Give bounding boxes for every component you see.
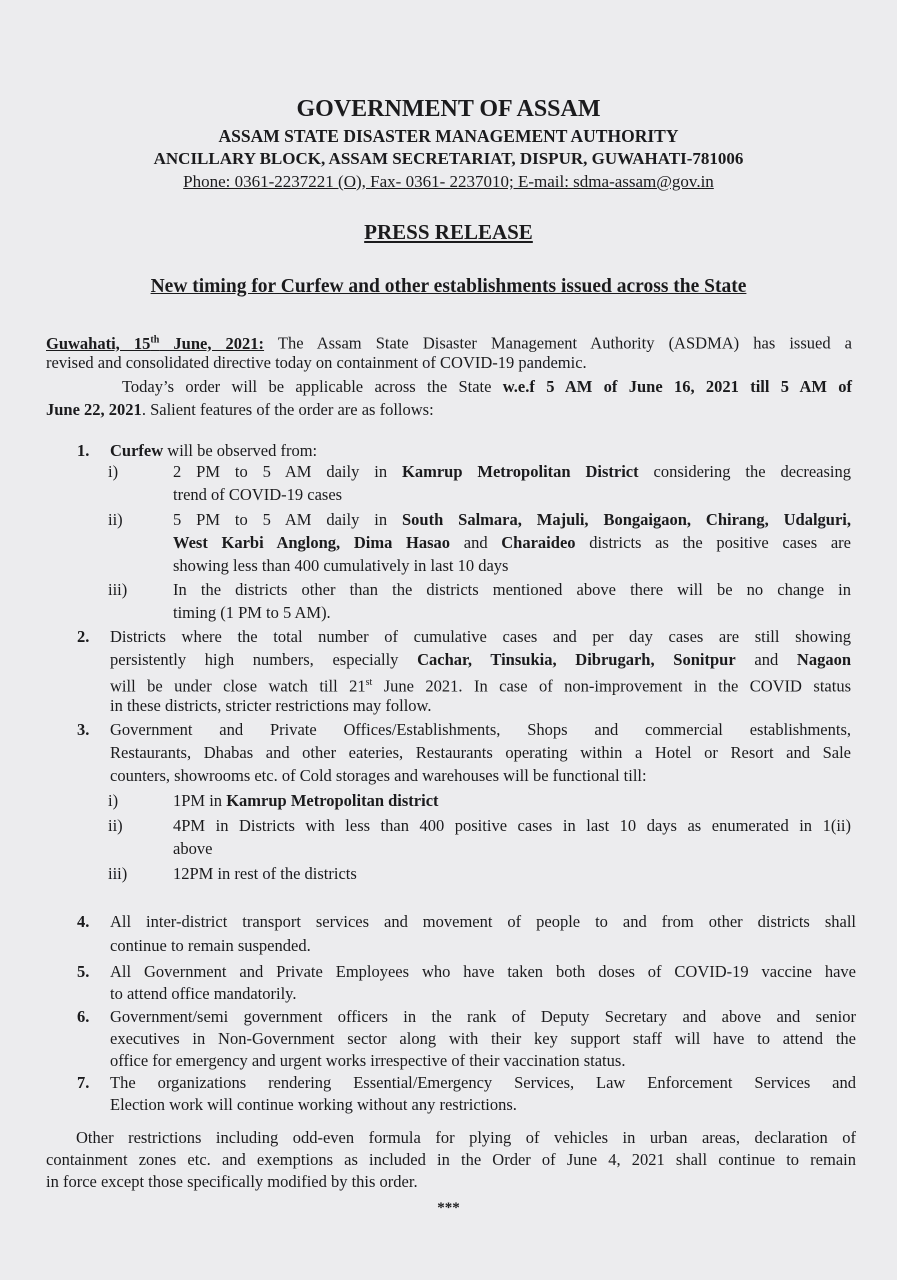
item-2-number: 2. [77,627,90,646]
item-5-line-2: to attend office mandatorily. [110,984,297,1003]
item-3-line-3: counters, showrooms etc. of Cold storages and warehouses will be functional till: [110,766,647,785]
item-1-sub-i-line-1 [173,461,851,483]
item-6-line-1: Government/semi government officers in the rank of Deputy Secretary and above and senior [110,1007,856,1026]
item-1-lead-rest: will be observed from: [163,441,318,460]
text: 5 PM to 5 AM daily in [173,510,402,529]
item-1-sub-ii-line-2 [173,532,851,554]
item-1-number: 1. [77,441,90,460]
item-7-line-2: Election work will continue working without any restrictions. [110,1095,517,1114]
item-3-sub-ii-line-2: above [173,839,213,858]
closing-line-1: Other restrictions including odd-even formula for plying of vehicles in urban areas, declaration of [76,1128,856,1147]
district-names: Cachar, Tinsukia, Dibrugarh, Sonitpur [417,650,736,669]
district-name: Kamrup Metropolitan district [226,791,439,810]
document-title: PRESS RELEASE [364,220,533,244]
item-3-line-1: Government and Private Offices/Establishments, Shops and commercial establishments, [110,720,851,739]
item-3-sub-ii-line-1: 4PM in Districts with less than 400 positive cases in last 10 days as enumerated in 1(ii) [173,816,851,835]
item-5-number: 5. [77,962,90,981]
text: 2 PM to 5 AM daily in [173,462,402,481]
text: considering the decreasing [638,462,852,481]
intro-text-1: The Assam State Disaster Management Authority (ASDMA) has issued a [277,333,853,353]
text: persistently high numbers, especially [110,650,418,669]
text: 1PM in [173,791,227,810]
item-6-number: 6. [77,1007,90,1026]
address-line: ANCILLARY BLOCK, ASSAM SECRETARIAT, DISPUR, GUWAHATI-781006 [153,149,744,168]
item-1-sub-ii-line-1 [173,509,851,531]
intro-line-1 [46,329,852,355]
dateline [46,334,264,353]
item-1-sub-iii-line-2: timing (1 PM to 5 AM). [173,603,331,622]
item-4-line-2: continue to remain suspended. [110,936,311,955]
district-names: West Karbi Anglong, Dima Hasao [173,533,451,552]
end-date: June 22, 2021 [46,400,142,419]
dateline-city: Guwahati, 15 [46,333,151,353]
item-1-sub-i-line-2: trend of COVID-19 cases [173,485,343,504]
item-1-lead [110,440,317,462]
subject-line: New timing for Curfew and other establishments issued across the State [150,276,747,297]
item-3-number: 3. [77,720,90,739]
item-2-line-1: Districts where the total number of cumulative cases and per day cases are still showing [110,627,851,646]
district-names: South Salmara, Majuli, Bongaigaon, Chirang, Udalguri, [401,510,851,529]
intro-text-4b: . Salient features of the order are as follows: [141,400,434,419]
text: and [450,533,502,552]
intro-text-3a: Today’s order will be applicable across the State [122,377,503,396]
authority-heading: ASSAM STATE DISASTER MANAGEMENT AUTHORITY [218,126,679,146]
item-7-number: 7. [77,1073,90,1092]
item-1-sub-i-number: i) [108,462,119,481]
contact-line: Phone: 0361-2237221 (O), Fax- 0361- 2237010; E-mail: sdma-assam@gov.in [183,172,714,191]
item-3-sub-iii-number: iii) [108,864,128,883]
item-1-sub-ii-line-3: showing less than 400 cumulatively in last 10 days [173,556,509,575]
curfew-label: Curfew [110,441,164,460]
text: and [735,650,797,669]
item-2-line-4: in these districts, stricter restrictions may follow. [110,696,432,715]
item-7-line-1: The organizations rendering Essential/Emergency Services, Law Enforcement Services and [110,1073,856,1092]
intro-line-3 [46,376,852,398]
item-3-sub-iii-line: 12PM in rest of the districts [173,864,357,883]
item-1-sub-ii-number: ii) [108,510,123,529]
item-3-sub-i-line [173,790,439,812]
item-1-sub-iii-number: iii) [108,580,128,599]
item-1-sub-iii-line-1: In the districts other than the districts mentioned above there will be no change in [173,580,851,599]
intro-line-4 [46,399,434,421]
district-name: Nagaon [796,650,851,669]
ordinal-sup: st [365,677,373,688]
effective-period: w.e.f 5 AM of June 16, 2021 till 5 AM of [502,377,852,396]
item-2-line-2 [110,649,851,671]
item-3-sub-i-number: i) [108,791,119,810]
item-6-line-2: executives in Non-Government sector along with their key support staff will have to attend the [110,1029,856,1048]
item-3-sub-ii-number: ii) [108,816,123,835]
text: districts as the positive cases are [575,533,851,552]
intro-line-2: revised and consolidated directive today on containment of COVID-19 pandemic. [46,353,587,372]
closing-line-3: in force except those specifically modified by this order. [46,1172,418,1191]
end-mark: *** [437,1200,460,1216]
item-4-line-1: All inter-district transport services and movement of people to and from other districts shall [110,912,856,931]
closing-line-2: containment zones etc. and exemptions as included in the Order of June 4, 2021 shall continue to remain [46,1150,856,1169]
text: will be under close watch till 21 [110,676,366,696]
text: June 2021. In case of non-improvement in the COVID status [372,676,851,696]
item-2-line-3 [110,672,851,698]
government-heading: GOVERNMENT OF ASSAM [296,96,601,122]
item-3-line-2: Restaurants, Dhabas and other eateries, Restaurants operating within a Hotel or Resort and Sale [110,743,851,762]
district-name: Charaideo [501,533,576,552]
dateline-rest: June, 2021: [159,333,265,353]
district-name: Kamrup Metropolitan District [401,462,639,481]
dateline-sup: th [150,334,160,345]
item-4-number: 4. [77,912,90,931]
item-5-line-1: All Government and Private Employees who have taken both doses of COVID-19 vaccine have [110,962,856,981]
item-6-line-3: office for emergency and urgent works irrespective of their vaccination status. [110,1051,626,1070]
